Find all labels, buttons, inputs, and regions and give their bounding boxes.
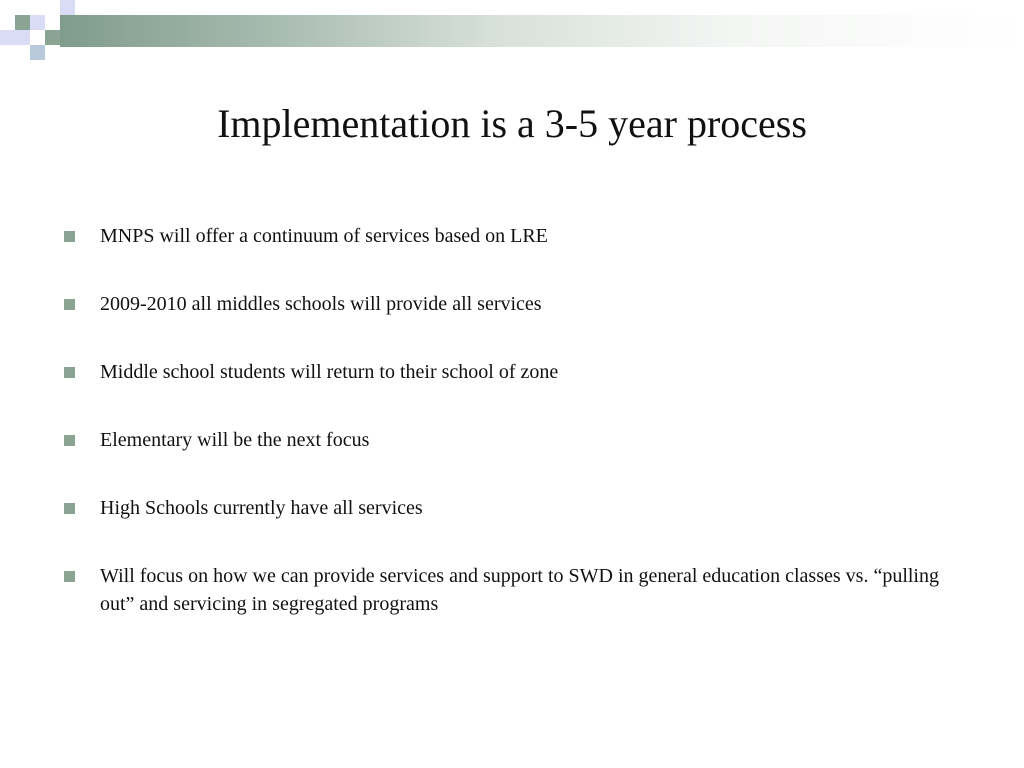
square-bullet-icon (64, 367, 75, 378)
bullet-item (64, 562, 964, 618)
square-bullet-icon (64, 435, 75, 446)
bullet-text: 2009-2010 all middles schools will provide all services (100, 293, 542, 315)
decor-square-4 (60, 0, 75, 15)
bullet-item (64, 494, 964, 522)
bullet-item (64, 222, 964, 250)
bullet-item (64, 358, 964, 386)
square-bullet-icon (64, 299, 75, 310)
bullet-text: Middle school students will return to their school of zone (100, 361, 559, 383)
decor-square-7 (30, 45, 45, 60)
decor-square-3 (15, 30, 30, 45)
bullet-list (64, 222, 964, 658)
square-bullet-icon (64, 571, 75, 582)
bullet-item (64, 290, 964, 318)
bullet-text: Elementary will be the next focus (100, 429, 370, 451)
bullet-text: Will focus on how we can provide services and support to SWD in general education classes vs. “pulling out” and servicing in segregated programs (100, 565, 939, 615)
decor-square-1 (15, 15, 30, 30)
square-bullet-icon (64, 503, 75, 514)
header-gradient-bar (60, 15, 1024, 47)
decor-square-5 (45, 30, 60, 45)
bullet-item (64, 426, 964, 454)
decor-square-6 (0, 30, 15, 45)
decor-square-2 (30, 15, 45, 30)
slide-title: Implementation is a 3-5 year process (217, 101, 807, 146)
bullet-text: High Schools currently have all services (100, 497, 423, 519)
square-bullet-icon (64, 231, 75, 242)
bullet-text: MNPS will offer a continuum of services based on LRE (100, 225, 548, 247)
